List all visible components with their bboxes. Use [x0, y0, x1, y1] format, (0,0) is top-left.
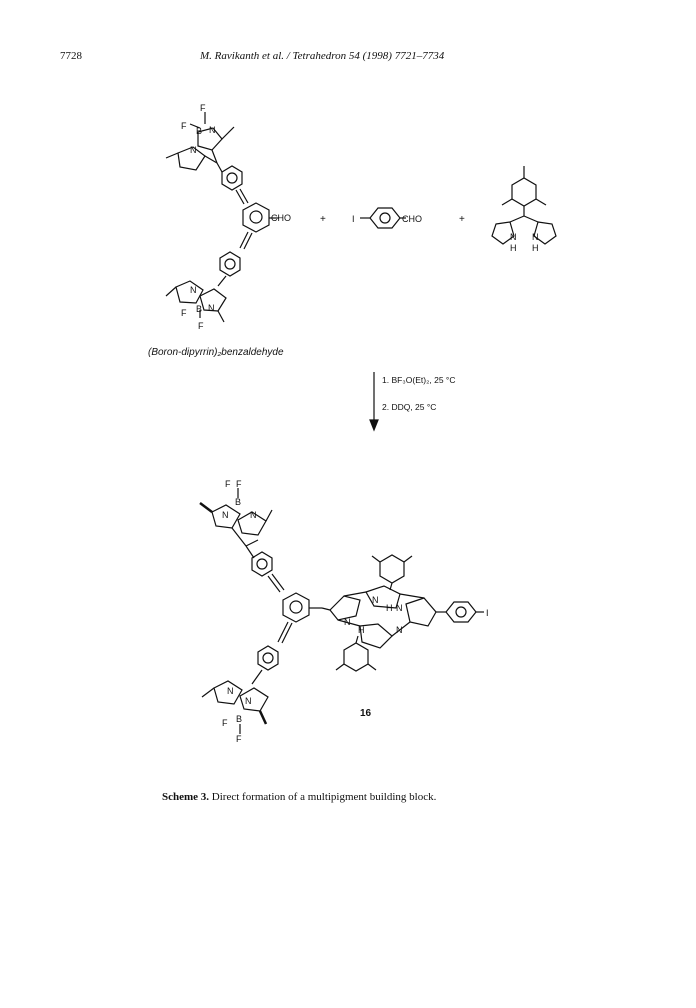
iodobenzaldehyde-structure	[360, 208, 406, 228]
product-central-ring	[283, 593, 322, 622]
dipyrromethane-structure	[492, 166, 556, 244]
starting-material-name: (Boron-dipyrrin)₂benzaldehyde	[148, 347, 284, 358]
porphyrin-hydrogen-label: H	[386, 603, 393, 613]
porphyrin-nitrogen-label: N	[396, 603, 403, 613]
bodipy-fluorine-label: F	[222, 718, 228, 728]
bodipy-nitrogen-label: N	[190, 285, 197, 295]
bodipy-fluorine-label: F	[200, 103, 206, 113]
bodipy-fluorine-label: F	[236, 734, 242, 744]
bodipy-nitrogen-label: N	[227, 686, 234, 696]
bodipy-fluorine-label: F	[198, 321, 204, 331]
product-bottom-bodipy	[202, 681, 268, 734]
phenyl-alkyne-bottom	[218, 232, 252, 286]
condition-step-2: 2. DDQ, 25 °C	[382, 402, 437, 412]
plus-sign: +	[459, 214, 465, 225]
bodipy-boron-label: B	[236, 714, 243, 724]
bodipy-top-structure	[166, 112, 234, 172]
porphyrin-mesityl-bottom	[336, 636, 376, 671]
pyrrole-nitrogen-label: N	[510, 232, 517, 242]
porphyrin-nitrogen-label: N	[396, 625, 403, 635]
condition-step-1: 1. BF₃O(Et)₂, 25 °C	[382, 375, 456, 385]
running-head: M. Ravikanth et al. / Tetrahedron 54 (1998) 7721–7734	[200, 50, 445, 62]
plus-sign: +	[320, 214, 326, 225]
porphyrin-hydrogen-label: H	[358, 625, 365, 635]
bodipy-nitrogen-label: N	[209, 125, 216, 135]
bodipy-fluorine-label: F	[181, 308, 187, 318]
caption-text: Direct formation of a multipigment building block.	[209, 791, 437, 803]
compound-number: 16	[360, 708, 372, 719]
product-phenyl-alkyne-top	[252, 552, 284, 592]
page-number: 7728	[60, 50, 82, 62]
bodipy-fluorine-label: F	[181, 121, 187, 131]
reaction-arrow	[370, 372, 378, 430]
caption-label: Scheme 3.	[162, 791, 210, 803]
pyrrole-hydrogen-label: H	[532, 243, 539, 253]
bodipy-nitrogen-label: N	[245, 696, 252, 706]
pyrrole-hydrogen-label: H	[510, 243, 517, 253]
porphyrin-macrocycle	[322, 586, 446, 648]
bodipy-nitrogen-label: N	[190, 145, 197, 155]
product-phenyl-alkyne-bottom	[252, 622, 292, 684]
porphyrin-iodine-label: I	[486, 608, 489, 618]
bodipy-boron-label: B	[196, 304, 203, 314]
bodipy-nitrogen-label: N	[208, 303, 215, 313]
bodipy-boron-label: B	[235, 497, 242, 507]
bodipy-nitrogen-label: N	[222, 510, 229, 520]
bodipy-boron-label: B	[196, 126, 203, 136]
bodipy-nitrogen-label: N	[250, 510, 257, 520]
pyrrole-nitrogen-label: N	[532, 232, 539, 242]
phenyl-alkyne-top	[222, 166, 248, 204]
porphyrin-mesityl-top	[372, 555, 412, 590]
figure-caption	[162, 791, 436, 803]
aldehyde-label: CHO	[402, 214, 422, 224]
bodipy-fluorine-label: F	[236, 479, 242, 489]
porphyrin-nitrogen-label: N	[372, 595, 379, 605]
iodine-label: I	[352, 214, 355, 224]
bodipy-fluorine-label: F	[225, 479, 231, 489]
porphyrin-nitrogen-label: N	[344, 617, 351, 627]
aldehyde-label: CHO	[271, 213, 291, 223]
porphyrin-iodophenyl	[446, 602, 484, 622]
